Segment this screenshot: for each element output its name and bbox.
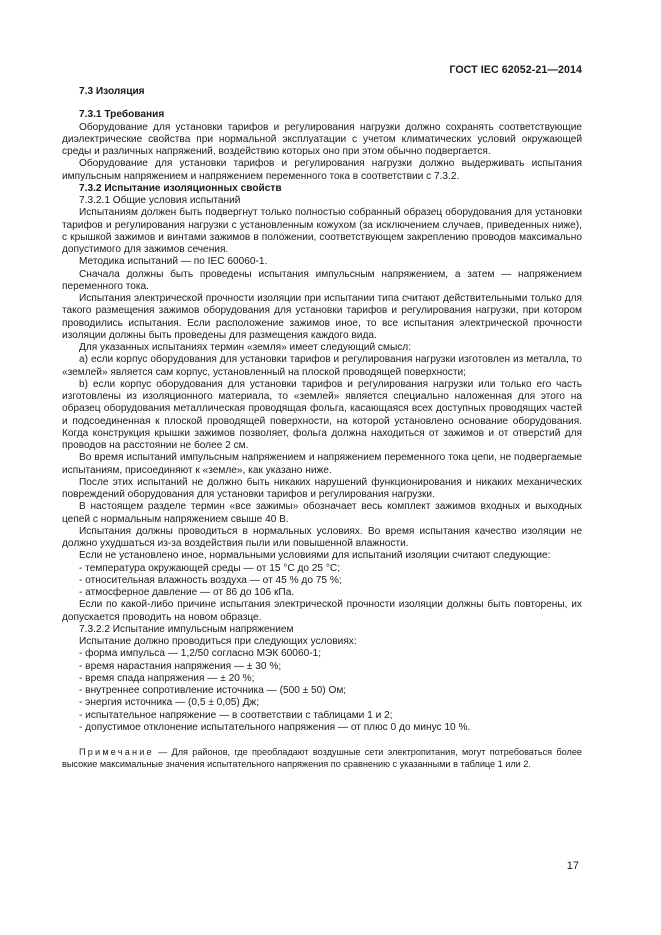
subsection-heading-tests: 7.3.2 Испытание изоляционных свойств bbox=[79, 182, 282, 194]
list-item: - допустимое отклонение испытательного напряжения — от плюс 0 до минус 10 %. bbox=[79, 721, 471, 733]
paragraph: Методика испытаний — по IEC 60060-1. bbox=[79, 256, 268, 268]
paragraph: В настоящем разделе термин «все зажимы» обозначает весь комплект зажимов входных и выходных цепей с нормальным напряжением свыше 40 В. bbox=[62, 501, 582, 525]
list-item: - испытательное напряжение — в соответствии с таблицами 1 и 2; bbox=[79, 709, 393, 721]
list-item: - внутреннее сопротивление источника — (500 ± 50) Ом; bbox=[79, 685, 347, 696]
list-item: - атмосферное давление — от 86 до 106 кПа. bbox=[79, 587, 295, 598]
note-label: Примечание bbox=[79, 747, 154, 757]
list-item: - время нарастания напряжения — ± 30 %; bbox=[79, 660, 282, 672]
paragraph: Во время испытаний импульсным напряжением и напряжением переменного тока цепи, не подвергаемые испытаниям, присоединяют к «земле», как указано ниже. bbox=[62, 452, 582, 476]
list-item: - энергия источника — (0,5 ± 0,05) Дж; bbox=[79, 697, 260, 709]
paragraph: Испытание должно проводиться при следующих условиях: bbox=[79, 636, 357, 647]
paragraph: Если не установлено иное, нормальными условиями для испытаний изоляции считают следующие: bbox=[79, 550, 551, 562]
document-code: ГОСТ IEC 62052-21—2014 bbox=[449, 64, 582, 76]
list-item: - температура окружающей среды — от 15 °С до 25 °С; bbox=[79, 562, 341, 574]
paragraph: Оборудование для установки тарифов и регулирования нагрузки должно выдерживать испытания импульсным напряжением и напряжением переменного тока в соответствии с 7.3.2. bbox=[62, 158, 582, 182]
paragraph: Оборудование для установки тарифов и регулирования нагрузки должно сохранять соответствующие диэлектрические свойства при нормальной эксплуатации с учетом климатических условий окружающей среды и различных напряжений, воздействию которых оно при этом обычно подвергается. bbox=[62, 121, 582, 157]
section-heading: 7.3 Изоляция bbox=[79, 86, 145, 97]
paragraph: Для указанных испытаниях термин «земля» имеет следующий смысл: bbox=[79, 342, 412, 353]
document-body bbox=[62, 86, 582, 770]
clause-heading: 7.3.2.1 Общие условия испытаний bbox=[79, 195, 241, 206]
note bbox=[62, 747, 582, 770]
list-item: b) если корпус оборудования для установки тарифов и регулирования нагрузки или только его часть изготовлены из изоляционного материала, то «землей» является специально наложенная для этого на образец оборудования металлическая проводящая фольга, касающаяся всех доступных проводящих частей и подсоединенная к плоской проводящей поверхности, на которой установлено основание оборудования. Когда конструкция крышки зажимов позволяет, фольга должна находиться от зажимов и от отверстий для проводов на расстоянии не более 2 см. bbox=[62, 378, 582, 451]
paragraph: После этих испытаний не должно быть никаких нарушений функционирования и никаких механических повреждений оборудования для установки тарифов и регулирования нагрузки. bbox=[62, 476, 582, 500]
paragraph: Испытаниям должен быть подвергнут только полностью собранный образец оборудования для установки тарифов и регулирования нагрузки с установленным кожухом (за исключением случаев, приведенных ниже), с крышкой зажимов и винтами зажимов в положении, соответствующем закреплению проводов максимально допустимого для зажимов сечения. bbox=[62, 207, 582, 255]
paragraph: Испытания должны проводиться в нормальных условиях. Во время испытания качество изоляции не должно ухудшаться из-за воздействия пыли или повышенной влажности. bbox=[62, 525, 582, 549]
subsection-heading-requirements: 7.3.1 Требования bbox=[79, 109, 165, 121]
note-text: — Для районов, где преобладают воздушные сети электропитания, могут потребоваться более высокие максимальные значения испытательного напряжения по сравнению с указанными в таблице 1 или 2. bbox=[62, 747, 582, 769]
list-item: - форма импульса — 1,2/50 согласно МЭК 60060-1; bbox=[79, 648, 322, 660]
paragraph: Испытания электрической прочности изоляции при испытании типа считают действительными только для такого размещения зажимов оборудования для установки тарифов и регулирования нагрузки, при котором проводились испытания. Если расположение зажимов иное, то все испытания электрической прочности изоляции должны быть проведены для размещения каждого вида. bbox=[62, 293, 582, 341]
list-item: - относительная влажность воздуха — от 45 % до 75 %; bbox=[79, 574, 342, 586]
paragraph: Сначала должны быть проведены испытания импульсным напряжением, а затем — напряжением переменного тока. bbox=[62, 268, 582, 292]
list-item: а) если корпус оборудования для установки тарифов и регулирования нагрузки изготовлен из металла, то «землей» является сам корпус, установленный на плоской проводящей поверхности; bbox=[62, 354, 582, 378]
paragraph: Если по какой-либо причине испытания электрической прочности изоляции должны быть повторены, их допускается проводить на новом образце. bbox=[62, 599, 582, 623]
list-item: - время спада напряжения — ± 20 %; bbox=[79, 672, 255, 684]
page-number: 17 bbox=[566, 860, 579, 872]
clause-heading: 7.3.2.2 Испытание импульсным напряжением bbox=[79, 623, 294, 635]
